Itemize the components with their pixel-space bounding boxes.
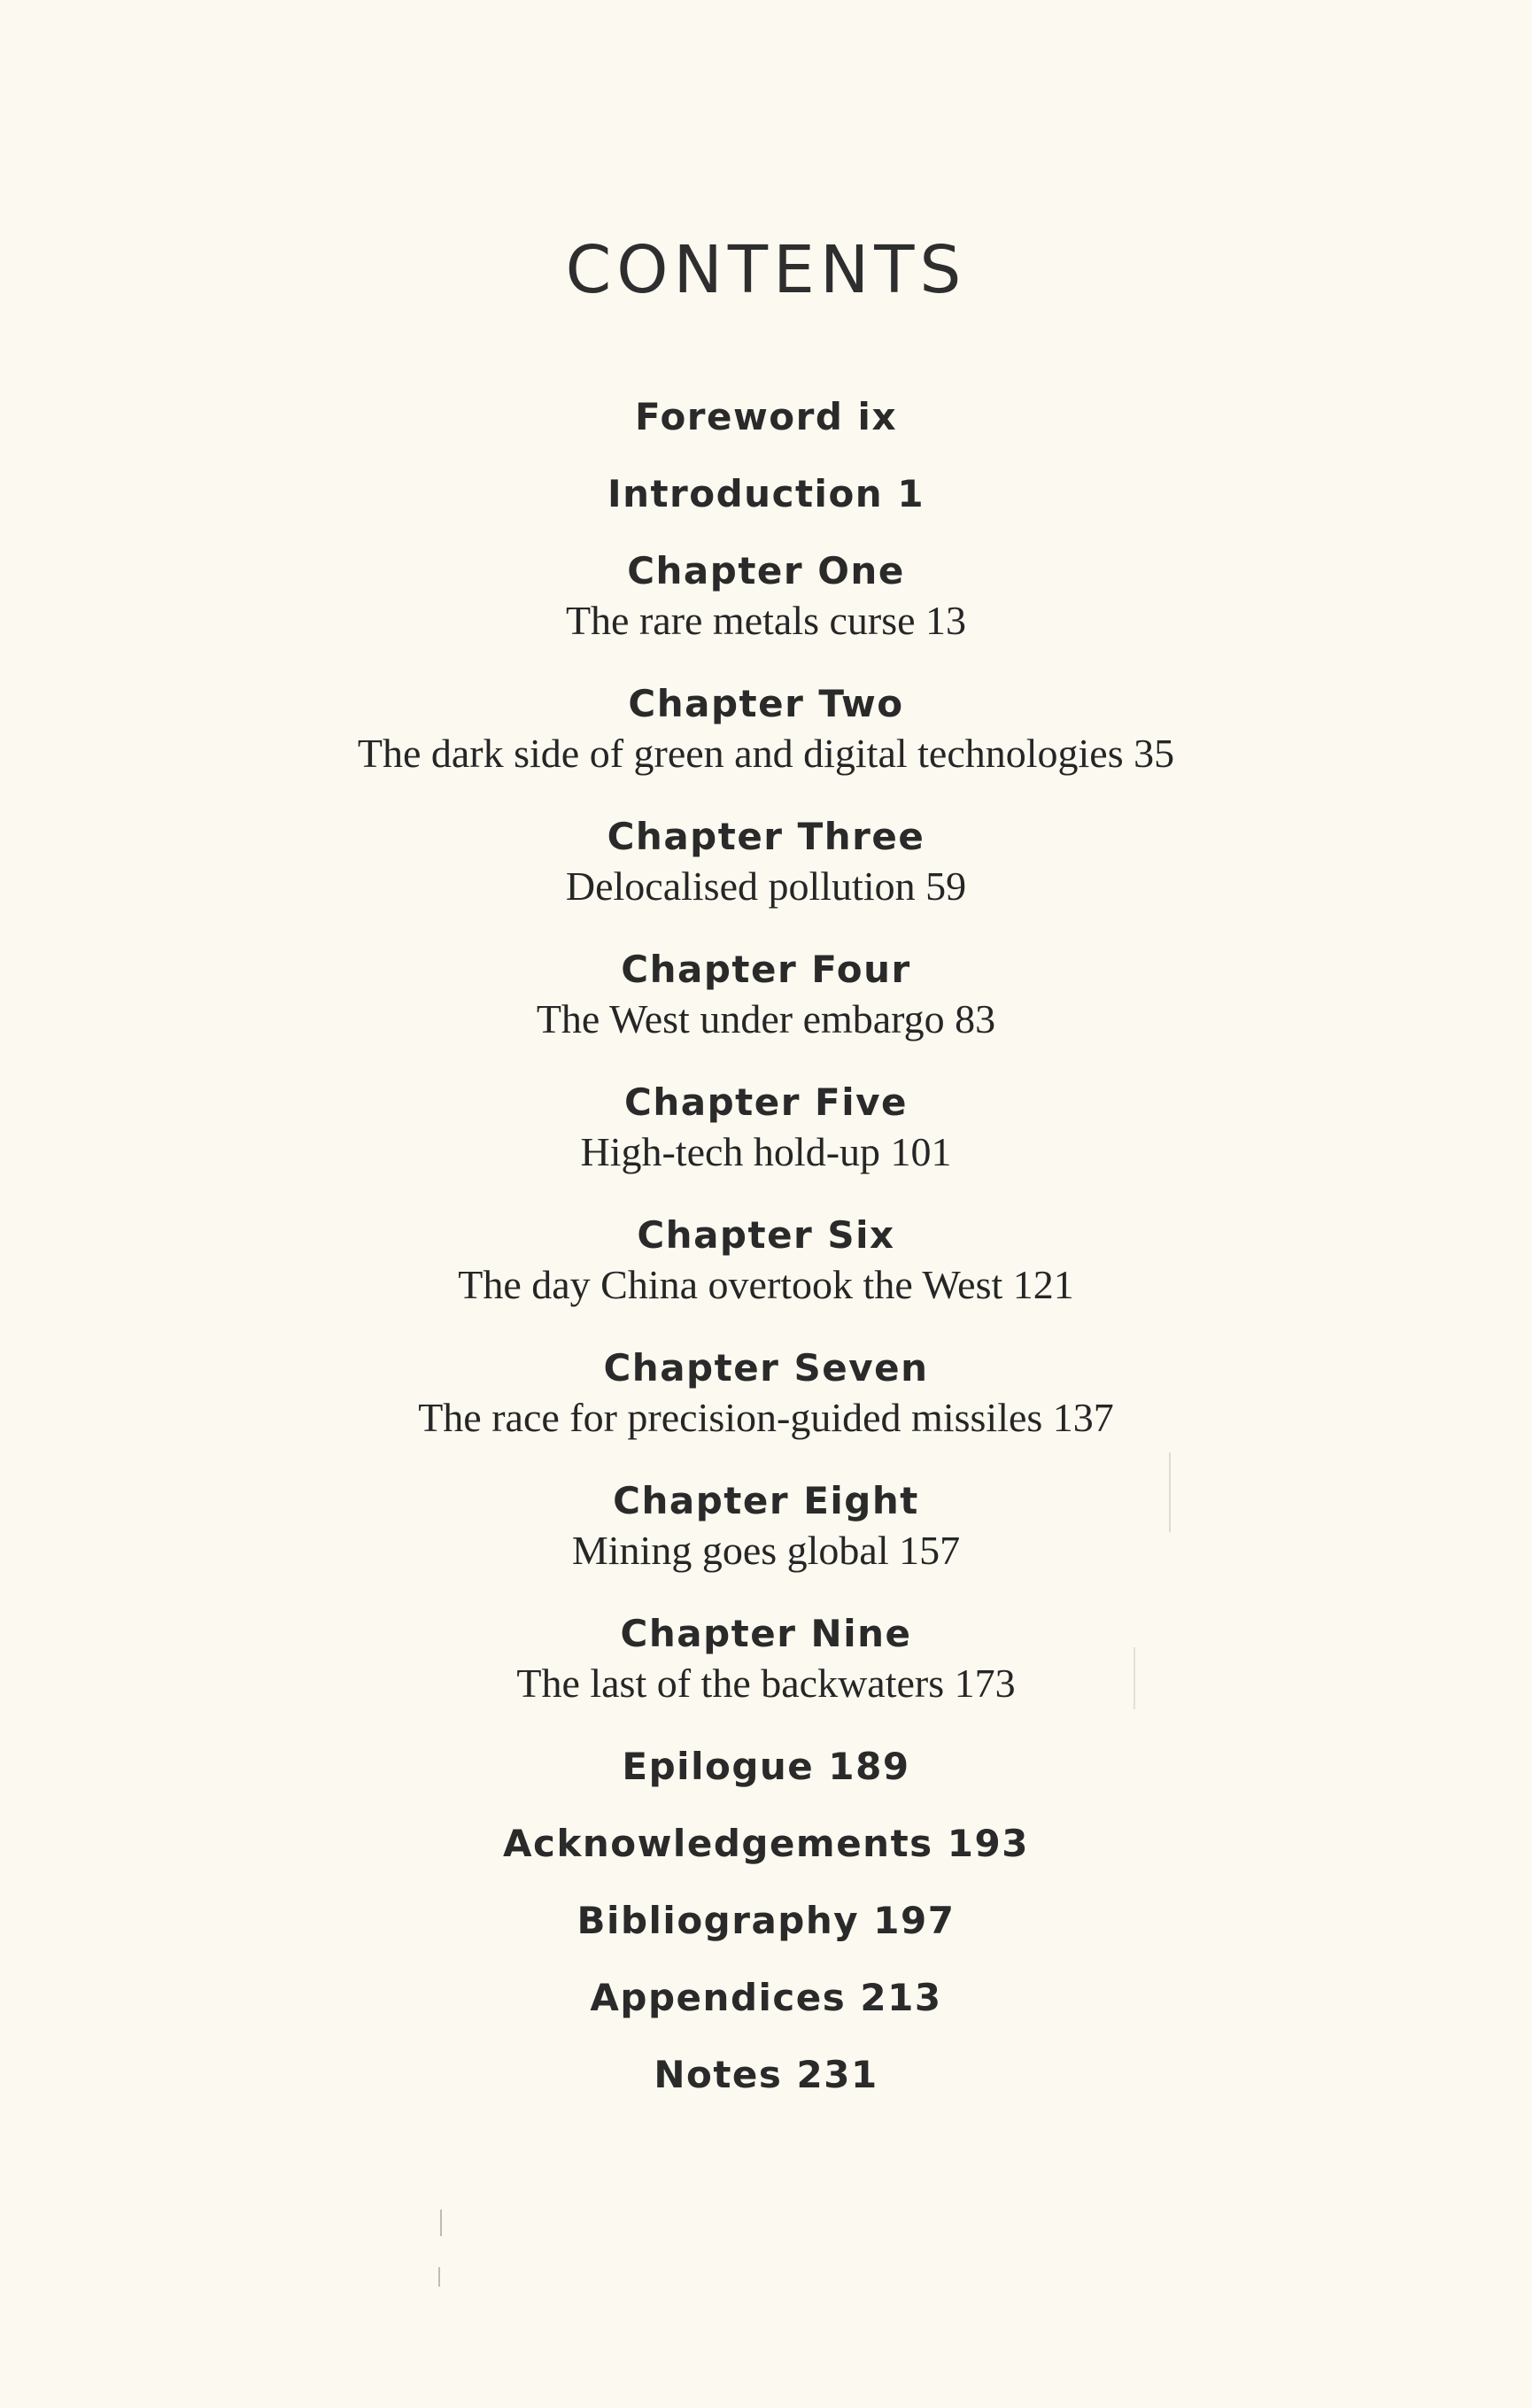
chapter-heading: Chapter One (627, 549, 905, 592)
toc-entry-chapter-five (0, 1080, 1532, 1178)
chapter-subtitle: The West under embargo 83 (536, 996, 996, 1041)
toc-entry-chapter-six (0, 1213, 1532, 1311)
toc-entry-chapter-nine (0, 1612, 1532, 1709)
toc-entry-acknowledgements (0, 1822, 1532, 1866)
toc-entry-heading: Foreword ix (634, 395, 898, 438)
toc-entry-introduction (0, 472, 1532, 516)
scan-mark (1134, 1647, 1135, 1709)
toc-entry-heading: Notes 231 (654, 2053, 878, 2096)
toc-entry-chapter-three (0, 815, 1532, 912)
chapter-heading: Chapter Six (637, 1213, 895, 1257)
toc-entry-epilogue (0, 1745, 1532, 1789)
toc-entry-heading: Appendices 213 (590, 1976, 942, 2019)
chapter-subtitle: The rare metals curse 13 (565, 598, 967, 643)
chapter-subtitle: The race for precision-guided missiles 137 (418, 1395, 1114, 1440)
page-title: CONTENTS (565, 232, 967, 308)
toc-entry-chapter-seven (0, 1346, 1532, 1444)
toc-entry-appendices (0, 1976, 1532, 2020)
chapter-heading: Chapter Four (621, 948, 911, 991)
toc-entry-heading: Epilogue 189 (622, 1745, 910, 1788)
chapter-heading: Chapter Five (624, 1080, 908, 1124)
chapter-heading: Chapter Two (628, 682, 904, 725)
toc-entry-chapter-eight (0, 1479, 1532, 1576)
toc-entry-bibliography (0, 1899, 1532, 1943)
chapter-heading: Chapter Three (607, 815, 925, 858)
toc-entry-notes (0, 2053, 1532, 2097)
chapter-subtitle: The last of the backwaters 173 (516, 1661, 1016, 1706)
scan-mark (440, 2210, 442, 2236)
scan-mark (1169, 1452, 1171, 1532)
chapter-heading: Chapter Nine (620, 1612, 912, 1655)
chapter-subtitle: The dark side of green and digital technologies 35 (357, 731, 1175, 776)
chapter-subtitle: The day China overtook the West 121 (458, 1262, 1074, 1307)
toc-entry-chapter-one (0, 549, 1532, 647)
toc-entry-chapter-two (0, 682, 1532, 779)
toc-entry-chapter-four (0, 948, 1532, 1045)
chapter-heading: Chapter Seven (603, 1346, 929, 1390)
table-of-contents (0, 395, 1532, 2130)
toc-entry-foreword (0, 395, 1532, 439)
toc-entry-heading: Bibliography 197 (576, 1899, 956, 1942)
scan-mark (438, 2267, 440, 2287)
chapter-subtitle: High-tech hold-up 101 (580, 1129, 952, 1174)
toc-entry-heading: Introduction 1 (607, 472, 925, 515)
chapter-subtitle: Mining goes global 157 (571, 1528, 961, 1573)
toc-entry-heading: Acknowledgements 193 (503, 1822, 1029, 1865)
chapter-subtitle: Delocalised pollution 59 (565, 863, 967, 909)
chapter-heading: Chapter Eight (613, 1479, 919, 1522)
